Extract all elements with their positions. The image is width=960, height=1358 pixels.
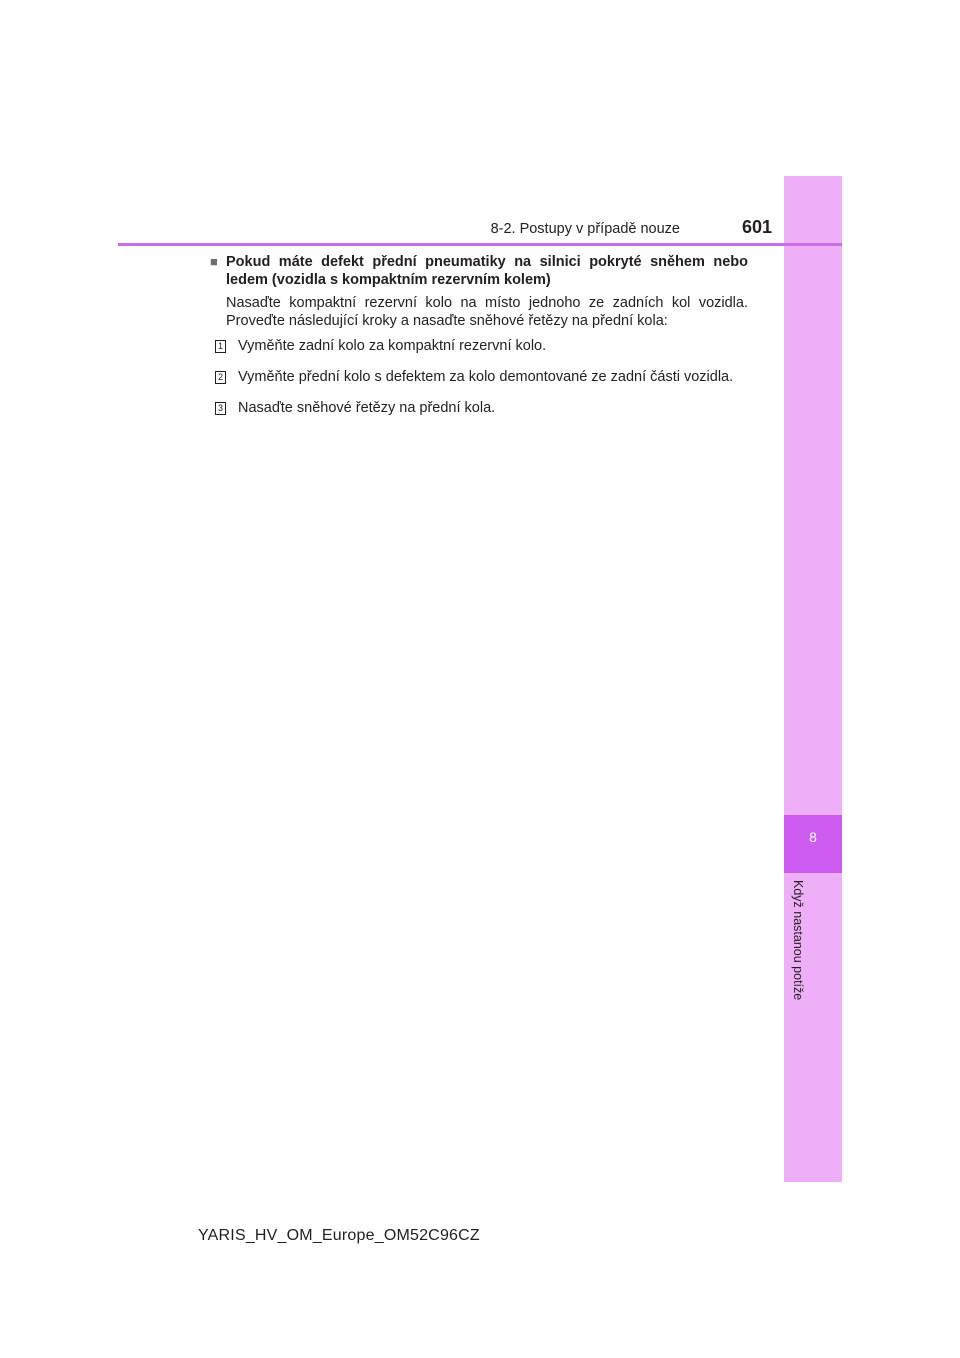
chapter-title: Když nastanou potíže	[791, 880, 805, 1001]
square-bullet-icon: ■	[210, 254, 218, 269]
step-text: Nasaďte sněhové řetězy na přední kola.	[238, 400, 496, 416]
header-rule	[118, 243, 842, 246]
step-text: Vyměňte přední kolo s defektem za kolo demontované ze zadní části vozidla.	[238, 369, 734, 385]
body-paragraph: Nasaďte kompaktní rezervní kolo na místo jednoho ze zadních kol vozidla. Proveďte následující kroky a nasaďte sněhové řetězy na přední kola:	[226, 295, 748, 329]
step-item	[210, 399, 748, 417]
step-number-box: 1	[215, 340, 226, 353]
step-item	[210, 368, 748, 386]
section-title: 8-2. Postupy v případě nouze	[490, 221, 680, 237]
document-id: YARIS_HV_OM_Europe_OM52C96CZ	[198, 1227, 480, 1244]
step-item	[210, 337, 748, 355]
step-number-box: 2	[215, 371, 226, 384]
main-content	[210, 253, 748, 430]
chapter-number: 8	[809, 829, 817, 845]
subsection-heading	[210, 253, 748, 289]
chapter-side-tab	[784, 176, 842, 1182]
step-text: Vyměňte zadní kolo za kompaktní rezervní kolo.	[238, 338, 547, 354]
step-number-box: 3	[215, 402, 226, 415]
page-number: 601	[741, 217, 772, 237]
heading-text: Pokud máte defekt přední pneumatiky na silnici pokryté sněhem nebo ledem (vozidla s kompaktním rezervním kolem)	[226, 254, 748, 288]
step-list	[210, 337, 748, 417]
